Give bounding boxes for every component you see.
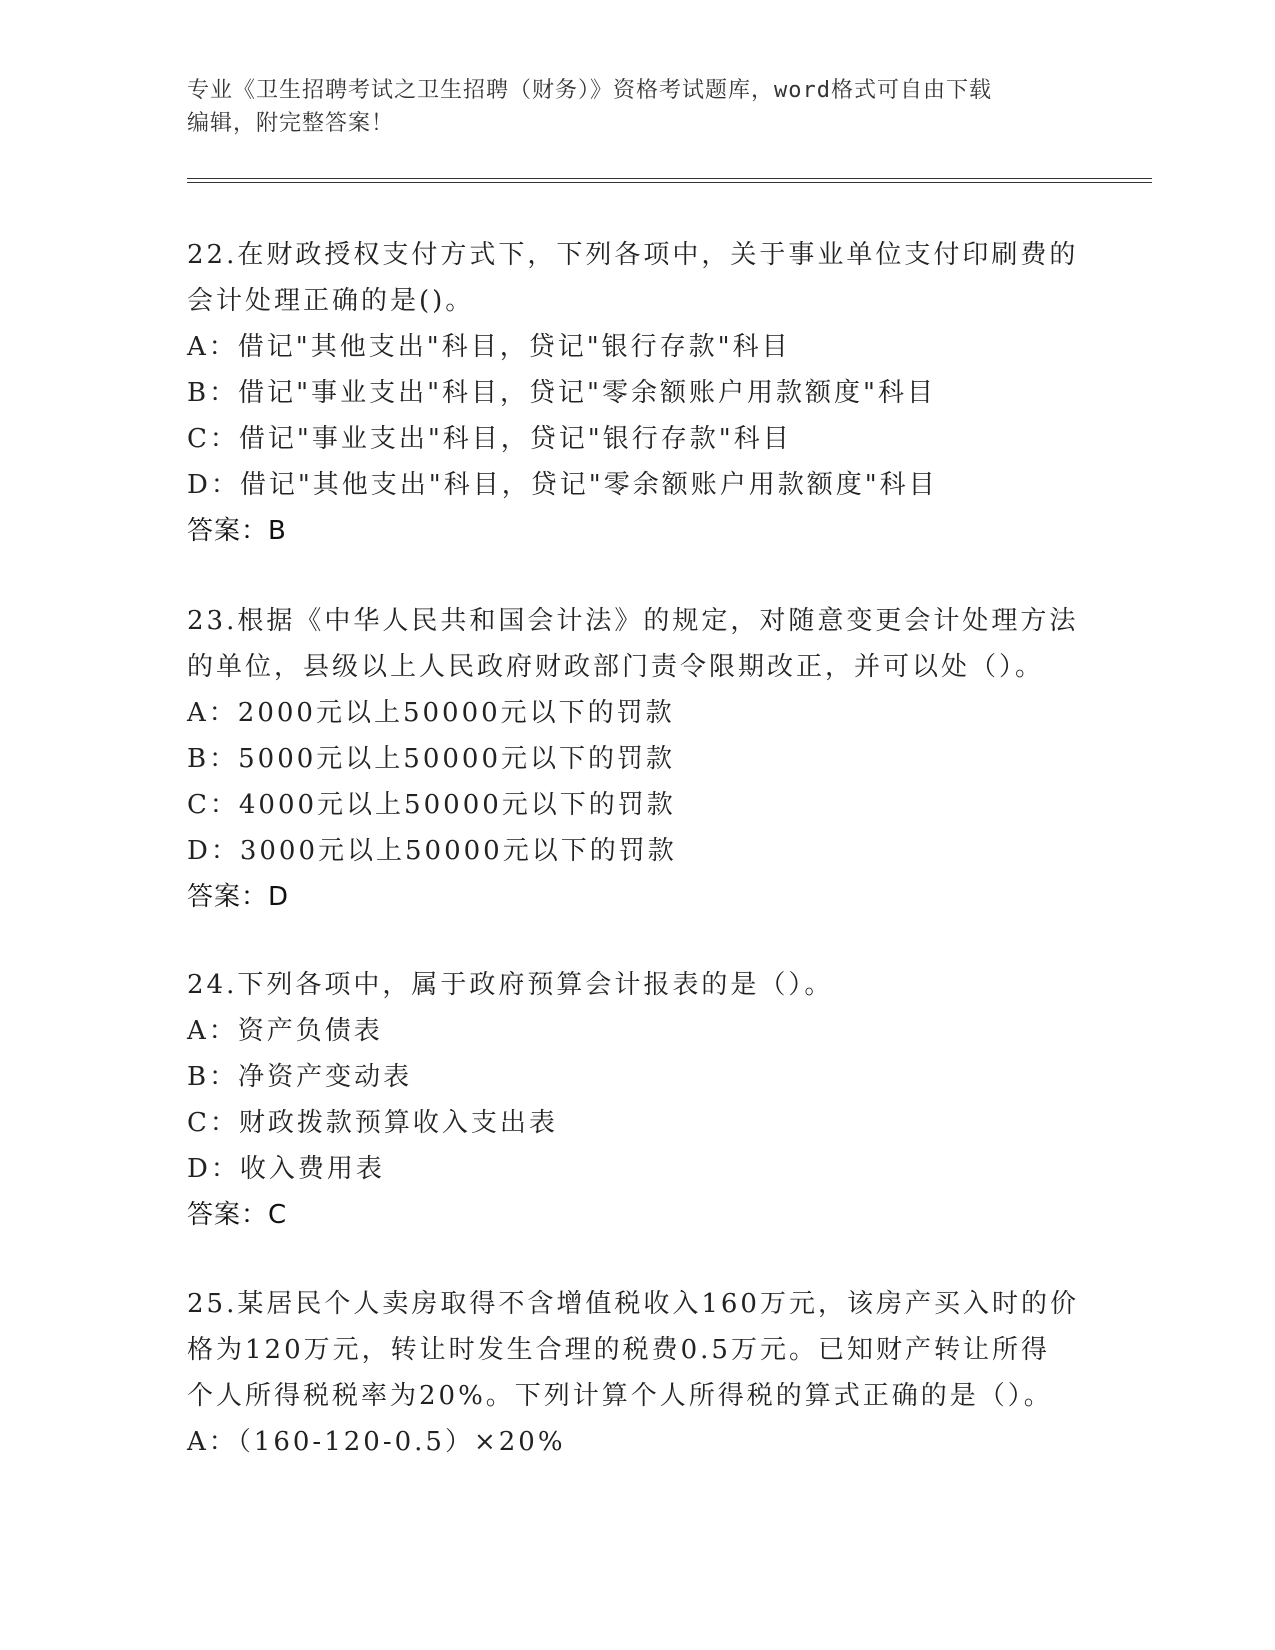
- header-line-2: 编辑，附完整答案！: [187, 111, 395, 136]
- question-stem-line: 的单位，县级以上人民政府财政部门责令限期改正，并可以处（）。: [187, 652, 1045, 682]
- question-stem-line: 格为120万元，转让时发生合理的税费0.5万元。已知财产转让所得: [187, 1335, 1050, 1365]
- question-stem-line: 22.在财政授权支付方式下，下列各项中，关于事业单位支付印刷费的: [187, 240, 1079, 270]
- question-stem-line: 24.下列各项中，属于政府预算会计报表的是（）。: [187, 970, 834, 1000]
- question-22: [187, 232, 1087, 554]
- document-header: [187, 74, 1087, 140]
- option-b: B：净资产变动表: [187, 1062, 413, 1092]
- question-stem-line: 23.根据《中华人民共和国会计法》的规定，对随意变更会计处理方法: [187, 606, 1079, 636]
- option-a: A：2000元以上50000元以下的罚款: [187, 698, 675, 728]
- answer-label: 答案：B: [187, 516, 287, 546]
- header-line-1: 专业《卫生招聘考试之卫生招聘（财务）》资格考试题库，word格式可自由下载: [187, 78, 992, 103]
- option-b: B：5000元以上50000元以下的罚款: [187, 744, 675, 774]
- option-a: A：借记"其他支出"科目，贷记"银行存款"科目: [187, 332, 791, 362]
- question-24: [187, 962, 1087, 1238]
- option-c: C：财政拨款预算收入支出表: [187, 1108, 558, 1138]
- question-stem-line: 会计处理正确的是()。: [187, 286, 475, 316]
- option-d: D：收入费用表: [187, 1154, 385, 1184]
- option-d: D：3000元以上50000元以下的罚款: [187, 836, 677, 866]
- header-divider-bottom: [187, 182, 1152, 183]
- option-a: A：（160-120-0.5）×20%: [187, 1427, 566, 1457]
- option-b: B：借记"事业支出"科目，贷记"零余额账户用款额度"科目: [187, 378, 936, 408]
- question-23: [187, 598, 1087, 920]
- question-stem-line: 个人所得税税率为20%。下列计算个人所得税的算式正确的是（）。: [187, 1381, 1053, 1411]
- option-c: C：借记"事业支出"科目，贷记"银行存款"科目: [187, 424, 792, 454]
- question-25: [187, 1281, 1087, 1465]
- answer-label: 答案：D: [187, 882, 290, 912]
- option-d: D：借记"其他支出"科目，贷记"零余额账户用款额度"科目: [187, 470, 938, 500]
- header-divider-top: [187, 178, 1152, 179]
- option-a: A：资产负债表: [187, 1016, 383, 1046]
- answer-label: 答案：C: [187, 1200, 288, 1230]
- question-stem-line: 25.某居民个人卖房取得不含增值税收入160万元，该房产买入时的价: [187, 1289, 1079, 1319]
- option-c: C：4000元以上50000元以下的罚款: [187, 790, 676, 820]
